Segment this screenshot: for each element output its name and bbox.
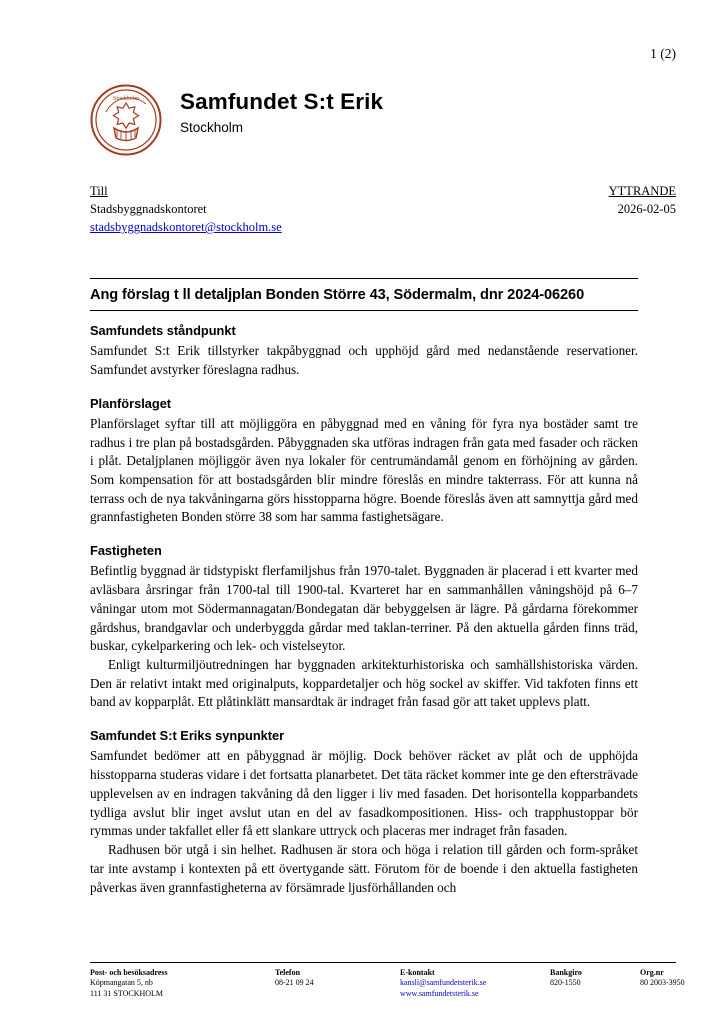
footer-heading: Post- och besöksadress xyxy=(90,967,168,977)
footer-website-link[interactable]: www.samfundetsterik.se xyxy=(400,989,479,999)
document-meta-block xyxy=(609,182,676,218)
recipient-name: Stadsbyggnadskontoret xyxy=(90,202,207,217)
recipient-address-block xyxy=(90,182,282,236)
footer-heading: E-kontakt xyxy=(400,967,435,977)
paragraph: Befintlig byggnad är tidstypiskt flerfamiljshus från 1970-talet. Byggnaden är placerad i ett kvarter med avläsbara årsringar från 1700-tal till 1900-tal. Kvarteret har en sammanhållen våningshöjd på 6–7 våningar utom mot Södermannagatan/Bondegatan där bebyggelsen är lägre. På gårdarna förekommer gårdshus, brandgavlar och underbyggda gårdar med taklan-terriner. På den aktuella gården finns träd, buskar, cykelparkering och lek- och vistelseytor. xyxy=(90,563,638,654)
section-heading-planforslaget: Planförslaget xyxy=(90,395,172,411)
footer-line: 80 2003-3950 xyxy=(640,978,685,988)
title-block xyxy=(90,278,638,311)
paragraph: Planförslaget syftar till att möjliggöra en påbyggnad med en våning för fyra nya bostäder samt tre radhus i tre plan på bostadsgården. Påbyggnaden ska utföras indragen från gata med fasader och räcken i plåt. Detaljplanen möjliggör även nya lokaler för centrumändamål genom en förhöjning av gården. Som kompensation för att bostadsgården blir mindre föreslås en mindre takterrass. För att kunna nå terrass och de nya takvåningarna görs hisstopparna högre. Boende föreslås även att samnyttja gård med grannfastigheten Bonden större 38 som har samma fastighetsägare. xyxy=(90,415,638,525)
page-number: 1 (2) xyxy=(650,46,676,61)
footer-column-phone xyxy=(275,968,400,1000)
footer-heading: Telefon xyxy=(275,967,301,977)
footer-line: Köpmangatan 5, nb xyxy=(90,978,153,988)
document-date: 2026-02-05 xyxy=(617,202,676,217)
paragraph: Radhusen bör utgå i sin helhet. Radhusen är stora och höga i relation till gården och form-språket tar inte avstamp i kontexten på ett övertygande sätt. Förutom för de boende i den aktuella fastigheten påverkas även grannfastigheterna av försämrade ljusförhållanden och xyxy=(90,842,638,895)
section-heading-synpunkter: Samfundet S:t Eriks synpunkter xyxy=(90,728,285,744)
recipient-email-link[interactable]: stadsbyggnadskontoret@stockholm.se xyxy=(90,220,282,235)
svg-text:Stockholm: Stockholm xyxy=(112,96,140,102)
page-title: Ang förslag t ll detaljplan Bonden Större 43, Södermalm, dnr 2024-06260 xyxy=(90,287,585,303)
footer-heading: Bankgiro xyxy=(550,967,582,977)
title-rule-bottom xyxy=(90,310,638,311)
organization-subtitle: Stockholm xyxy=(180,119,244,135)
footer-line: 08-21 09 24 xyxy=(275,978,314,988)
footer-column-address xyxy=(90,968,275,1000)
brand-block xyxy=(180,84,383,135)
footer-rule xyxy=(90,962,676,963)
footer-column-bankgiro xyxy=(550,968,640,1000)
document-body xyxy=(90,322,638,897)
footer-heading: Org.nr xyxy=(640,967,664,977)
footer-email-link[interactable]: kansli@samfundetsterik.se xyxy=(400,978,487,988)
footer-column-orgnr xyxy=(640,968,724,1000)
samfundet-st-erik-seal-logo xyxy=(90,84,162,156)
paragraph: Samfundet S:t Erik tillstyrker takpåbyggnad och upphöjd gård med nedanstående reservationer. Samfundet avstyrker föreslagna radhus. xyxy=(90,343,638,377)
paragraph: Samfundet bedömer att en påbyggnad är möjlig. Dock behöver räcket av plåt och de upphöjda hisstopparna studeras vidare i det fortsatta planarbetet. Det täta räcket kommer inte ge den eftersträvade upplevelsen av en indragen takvåning då den ligger i liv med fasaden. Det horisontella kopparbandets tydliga avslut blir inget avslut utan en del av fasadkompositionen. Hiss- och trapphustoppar bör rymmas under takfallet eller få ett slankare uttryck och placeras mer indraget från fasaden. xyxy=(90,748,638,839)
document-type: YTTRANDE xyxy=(608,184,676,198)
footer-column-econtact xyxy=(400,968,550,1000)
section-heading-fastigheten: Fastigheten xyxy=(90,543,162,559)
page-footer xyxy=(90,962,685,1000)
paragraph: Enligt kulturmiljöutredningen har byggnaden arkitekturhistoriska och samhällshistoriska värden. Den är relativt intakt med originalputs, koppardetaljer och hög sockel av skiffer. Vid takfoten finns ett band av kopparplåt. Ett plåtinklätt mansardtak är indraget från fasad gör att taket upplevs platt. xyxy=(90,657,638,710)
letterhead xyxy=(90,84,383,156)
footer-line: 111 31 STOCKHOLM xyxy=(90,989,164,999)
footer-line: 820-1550 xyxy=(550,978,581,988)
section-heading-standpunkt: Samfundets ståndpunkt xyxy=(90,323,236,338)
organization-name: Samfundet S:t Erik xyxy=(180,89,384,114)
recipient-label: Till xyxy=(90,184,108,198)
